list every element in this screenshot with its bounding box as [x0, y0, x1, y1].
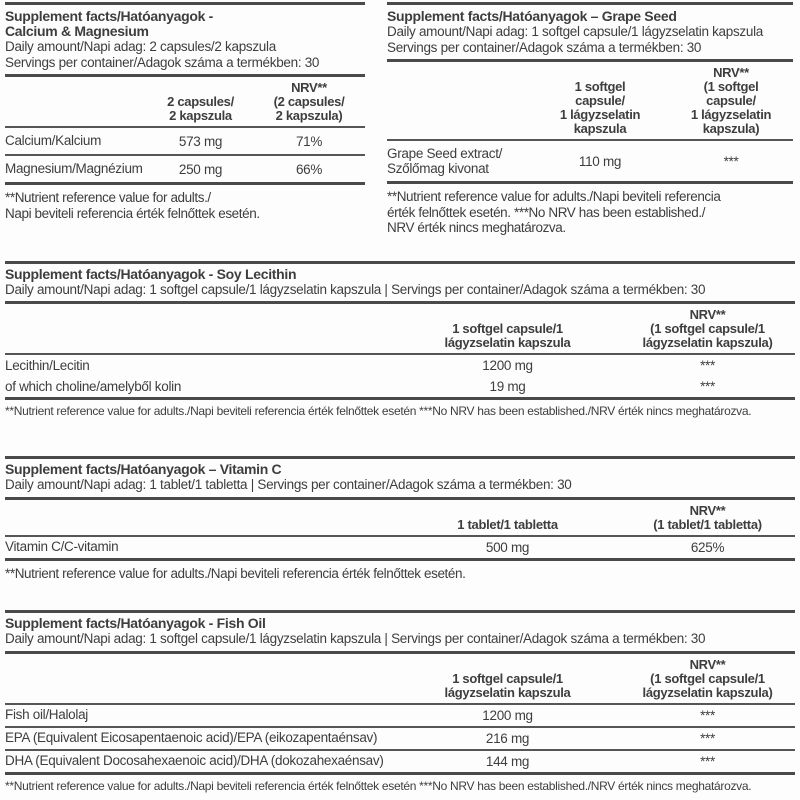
- header-row: [5, 658, 795, 703]
- cell-amount: 573 mg: [178, 133, 223, 149]
- column-header-nrv: NRV** (2 capsules/ 2 kapszula): [273, 80, 345, 123]
- rule-thick: [387, 2, 793, 5]
- rule-thick: [5, 261, 795, 264]
- column-header-amount: 1 softgel capsule/1 lágyzselatin kapszula: [444, 670, 571, 700]
- rule-thick: [5, 397, 795, 400]
- cell-name: Vitamin C/C-vitamin: [5, 539, 119, 555]
- cell-name: Grape Seed extract/ Szőlőmag kivonat: [387, 145, 503, 176]
- panel-title: Supplement facts/Hatóanyagok - Fish Oil: [5, 615, 266, 631]
- rule-thick: [5, 74, 365, 77]
- cell-nrv: 71%: [295, 133, 323, 149]
- column-header-nrv: NRV** (1 softgel capsule/1 lágyzselatin kapszula): [642, 656, 773, 700]
- rule-thick: [5, 610, 795, 613]
- cell-amount: 1200 mg: [482, 707, 533, 723]
- header-row: [5, 504, 795, 535]
- cell-amount: 1200 mg: [482, 358, 533, 373]
- top-row: [5, 2, 795, 236]
- panel-vitamin-c: [5, 456, 795, 581]
- panel-info: Daily amount/Napi adag: 1 tablet/1 tabletta | Servings per container/Adagok száma a termékben: 30: [5, 477, 572, 492]
- rule-thick: [5, 301, 795, 304]
- panel-fish-oil: [5, 610, 795, 793]
- table-row-vitamin-c: [5, 537, 795, 558]
- panel-footnote: **Nutrient reference value for adults./Napi beviteli referencia érték felnőttek esetén. ***No NRV has been established./ NRV érték nincs meghatározva.: [387, 189, 721, 235]
- cell-nrv: ***: [700, 358, 715, 373]
- panel-info: Daily amount/Napi adag: 1 softgel capsule/1 lágyzselatin kapszula | Servings per container/Adagok száma a termékben: 30: [5, 281, 706, 297]
- rule-thick: [387, 59, 793, 62]
- cell-nrv: ***: [700, 379, 715, 394]
- column-header-nrv: NRV** (1 softgel capsule/1 lágyzselatin kapszula): [642, 307, 773, 350]
- cell-name: EPA (Equivalent Eicosapentaenoic acid)/EPA (eikozapentaénsav): [5, 730, 378, 746]
- cell-nrv: ***: [700, 707, 715, 723]
- panel-footnote: **Nutrient reference value for adults./ Napi beviteli referencia érték felnőttek esetén.: [5, 190, 260, 221]
- column-header-amount: 1 tablet/1 tabletta: [457, 516, 558, 532]
- cell-name: Lecithin/Lecitin: [5, 357, 90, 373]
- rule-thick: [5, 651, 795, 654]
- rule-thick: [387, 181, 793, 184]
- rule-thick: [5, 497, 795, 500]
- table-row-dha: [5, 751, 795, 772]
- panel-footnote: **Nutrient reference value for adults./Napi beviteli referencia érték felnőttek esetén ***No NRV has been established./NRV érték nincs meghatározva.: [5, 778, 752, 793]
- panel-info: Daily amount/Napi adag: 1 softgel capsule/1 lágyzselatin kapszula Servings per container/Adagok száma a termékben: 30: [387, 24, 763, 55]
- rule-thick: [5, 456, 795, 459]
- cell-nrv: 625%: [690, 539, 725, 555]
- cell-name: Fish oil/Halolaj: [5, 707, 88, 723]
- table-row-lecithin: [5, 355, 795, 376]
- cell-nrv: 66%: [295, 161, 323, 177]
- rule-thick: [5, 2, 365, 5]
- panel-footnote: **Nutrient reference value for adults./Napi beviteli referencia érték felnőttek esetén ***No NRV has been established./NRV érték nincs meghatározva.: [5, 404, 752, 418]
- cell-nrv: ***: [700, 753, 715, 769]
- rule-thick: [5, 772, 795, 775]
- cell-name: DHA (Equivalent Docosahexaenoic acid)/DHA (dokozahexaénsav): [5, 753, 384, 769]
- panel-title: Supplement facts/Hatóanyagok – Vitamin C: [5, 461, 282, 477]
- panel-calcium-magnesium: [5, 2, 365, 221]
- panel-grape-seed: [387, 2, 793, 236]
- column-header-amount: 2 capsules/ 2 kapszula: [167, 94, 234, 123]
- cell-name: of which choline/amelyből kolin: [5, 378, 182, 394]
- panel-info: Daily amount/Napi adag: 2 capsules/2 kapszula Servings per container/Adagok száma a termékben: 30: [5, 39, 320, 70]
- column-header-nrv: NRV** (1 tablet/1 tabletta): [653, 502, 762, 532]
- panel-soy-lecithin: [5, 261, 795, 419]
- panel-title: Supplement facts/Hatóanyagok – Grape Seed: [387, 8, 677, 24]
- header-row: [387, 66, 793, 139]
- table-row-grape-seed: [387, 141, 793, 181]
- cell-amount: 144 mg: [485, 753, 530, 769]
- table-row-choline: [5, 376, 795, 397]
- panel-info: Daily amount/Napi adag: 1 softgel capsule/1 lágyzselatin kapszula | Servings per container/Adagok száma a termékben: 30: [5, 631, 706, 646]
- header-row: [5, 308, 795, 353]
- cell-amount: 110 mg: [578, 153, 622, 169]
- panel-title: Supplement facts/Hatóanyagok - Calcium & Magnesium: [5, 8, 214, 39]
- column-header-nrv: NRV** (1 softgel capsule/ 1 lágyzselatin kapszula): [690, 65, 772, 136]
- column-header-amount: 1 softgel capsule/1 lágyzselatin kapszula: [444, 321, 571, 350]
- cell-nrv: ***: [723, 153, 739, 169]
- column-header-amount: 1 softgel capsule/ 1 lágyzselatin kapszula: [559, 79, 641, 136]
- rule-thick: [5, 182, 365, 185]
- cell-name: Magnesium/Magnézium: [5, 161, 143, 177]
- cell-amount: 19 mg: [489, 379, 526, 394]
- panel-title: Supplement facts/Hatóanyagok - Soy Lecithin: [5, 265, 297, 282]
- header-row: [5, 81, 365, 126]
- table-row-epa: [5, 728, 795, 749]
- cell-amount: 250 mg: [178, 161, 223, 177]
- cell-nrv: ***: [700, 730, 715, 746]
- table-row-calcium: [5, 128, 365, 154]
- panel-footnote: **Nutrient reference value for adults./Napi beviteli referencia érték felnőttek esetén.: [5, 565, 466, 581]
- table-row-fish-oil: [5, 705, 795, 726]
- cell-name: Calcium/Kalcium: [5, 133, 102, 149]
- rule-thick: [5, 558, 795, 561]
- table-row-magnesium: [5, 156, 365, 182]
- cell-amount: 216 mg: [485, 730, 530, 746]
- cell-amount: 500 mg: [485, 539, 530, 555]
